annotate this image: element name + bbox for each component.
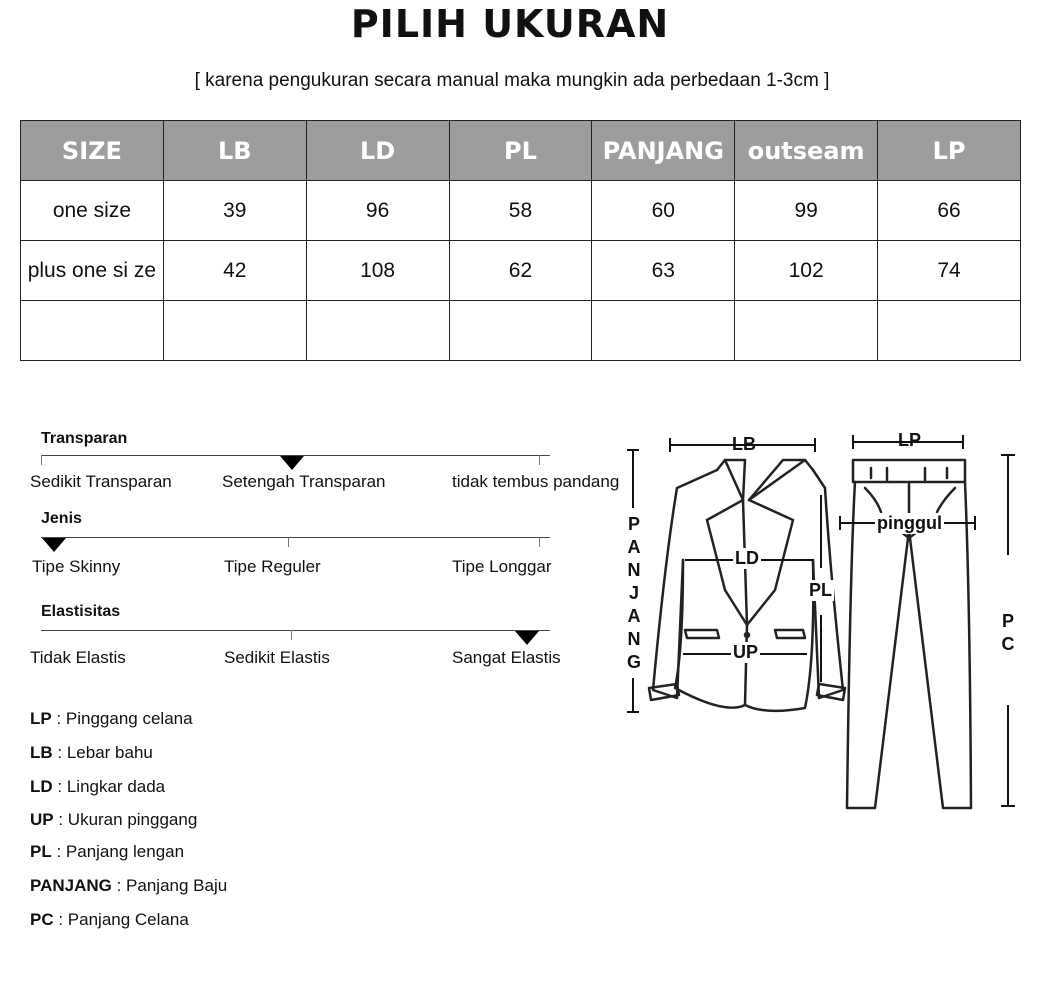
table-cell: 42 (163, 241, 306, 301)
table-cell: 99 (735, 181, 878, 241)
selected-marker-icon (515, 631, 539, 645)
table-row (21, 241, 1021, 301)
scale-tick (539, 537, 540, 547)
measurement-note: [ karena pengukuran secara manual maka mungkin ada perbedaan 1-3cm ] (194, 70, 830, 91)
scale-option: Sangat Elastis (452, 648, 561, 667)
legend-abbr: LB (30, 743, 53, 762)
table-row (21, 301, 1021, 361)
table-cell (21, 301, 164, 361)
scale-option: Tipe Reguler (224, 557, 321, 576)
legend-abbr: PANJANG (30, 876, 112, 895)
table-header-row (21, 121, 1021, 181)
header-lb: LB (163, 121, 306, 181)
scale-option: Sedikit Elastis (224, 648, 330, 667)
scale-tick (288, 537, 289, 547)
legend-desc: : Ukuran pinggang (53, 810, 198, 829)
scale-tick (41, 455, 42, 465)
header-lp: LP (878, 121, 1021, 181)
table-row (21, 181, 1021, 241)
legend-abbr: LP (30, 709, 52, 728)
label-panjang: PANJANG (626, 514, 641, 672)
legend-desc: : Panjang lengan (51, 842, 185, 861)
table-cell (735, 301, 878, 361)
size-table (20, 120, 1021, 361)
scale-option: Tipe Skinny (32, 557, 121, 576)
table-cell (306, 301, 449, 361)
scale-transparan (30, 428, 630, 498)
legend-item (30, 709, 193, 729)
legend-desc: : Pinggang celana (51, 709, 193, 728)
legend-item (30, 842, 184, 862)
table-cell (449, 301, 592, 361)
legend-item (30, 743, 153, 763)
table-cell: 108 (306, 241, 449, 301)
legend-item (30, 876, 227, 896)
header-ld: LD (306, 121, 449, 181)
scale-option: Tidak Elastis (30, 648, 126, 667)
label-ld: LD (735, 548, 759, 568)
scale-jenis (30, 508, 630, 580)
legend-abbr: PC (30, 910, 54, 929)
table-cell: 58 (449, 181, 592, 241)
label-pinggul: pinggul (877, 513, 942, 533)
header-size: SIZE (21, 121, 164, 181)
scale-line (41, 537, 550, 538)
table-cell: 74 (878, 241, 1021, 301)
legend-abbr: UP (30, 810, 54, 829)
scale-name: Elastisitas (41, 603, 121, 620)
selected-marker-icon (42, 538, 66, 552)
table-cell: 66 (878, 181, 1021, 241)
legend-desc: : Lingkar dada (52, 777, 166, 796)
label-pc: PC (999, 610, 1017, 656)
table-cell: 63 (592, 241, 735, 301)
legend-desc: : Lebar bahu (52, 743, 153, 762)
scale-option: tidak tembus pandang (452, 472, 620, 491)
header-outseam: outseam (735, 121, 878, 181)
legend-item (30, 910, 189, 930)
header-panjang: PANJANG (592, 121, 735, 181)
page-title: PILIH UKURAN (350, 2, 670, 46)
scale-line (41, 630, 550, 631)
legend-desc: : Panjang Baju (111, 876, 228, 895)
label-pl: PL (809, 580, 833, 600)
table-cell: 39 (163, 181, 306, 241)
table-cell (878, 301, 1021, 361)
scale-option: Setengah Transparan (222, 472, 386, 491)
table-cell: 62 (449, 241, 592, 301)
selected-marker-icon (280, 456, 304, 470)
garment-measurement-diagram (625, 420, 1025, 960)
legend-desc: : Panjang Celana (53, 910, 189, 929)
size-cell: one size (21, 181, 164, 241)
legend-item (30, 810, 197, 830)
header-pl: PL (449, 121, 592, 181)
scale-tick (539, 455, 540, 465)
label-up: UP (733, 642, 759, 662)
table-cell: 96 (306, 181, 449, 241)
legend-abbr: PL (30, 842, 52, 861)
garment-drawing (625, 420, 1025, 960)
legend-item (30, 777, 165, 797)
scale-tick (291, 630, 292, 640)
table-cell: 60 (592, 181, 735, 241)
scale-name: Transparan (41, 430, 128, 447)
label-lp: LP (898, 430, 922, 450)
size-cell (21, 241, 164, 301)
table-cell (592, 301, 735, 361)
table-cell (163, 301, 306, 361)
scale-elastisitas (30, 601, 630, 671)
scale-name: Jenis (41, 510, 82, 527)
size-cell-text: plus one si ze (27, 258, 157, 282)
scale-option: Tipe Longgar (452, 557, 552, 576)
legend-abbr: LD (30, 777, 53, 796)
label-lb: LB (732, 434, 756, 454)
scale-option: Sedikit Transparan (30, 472, 172, 491)
table-cell: 102 (735, 241, 878, 301)
